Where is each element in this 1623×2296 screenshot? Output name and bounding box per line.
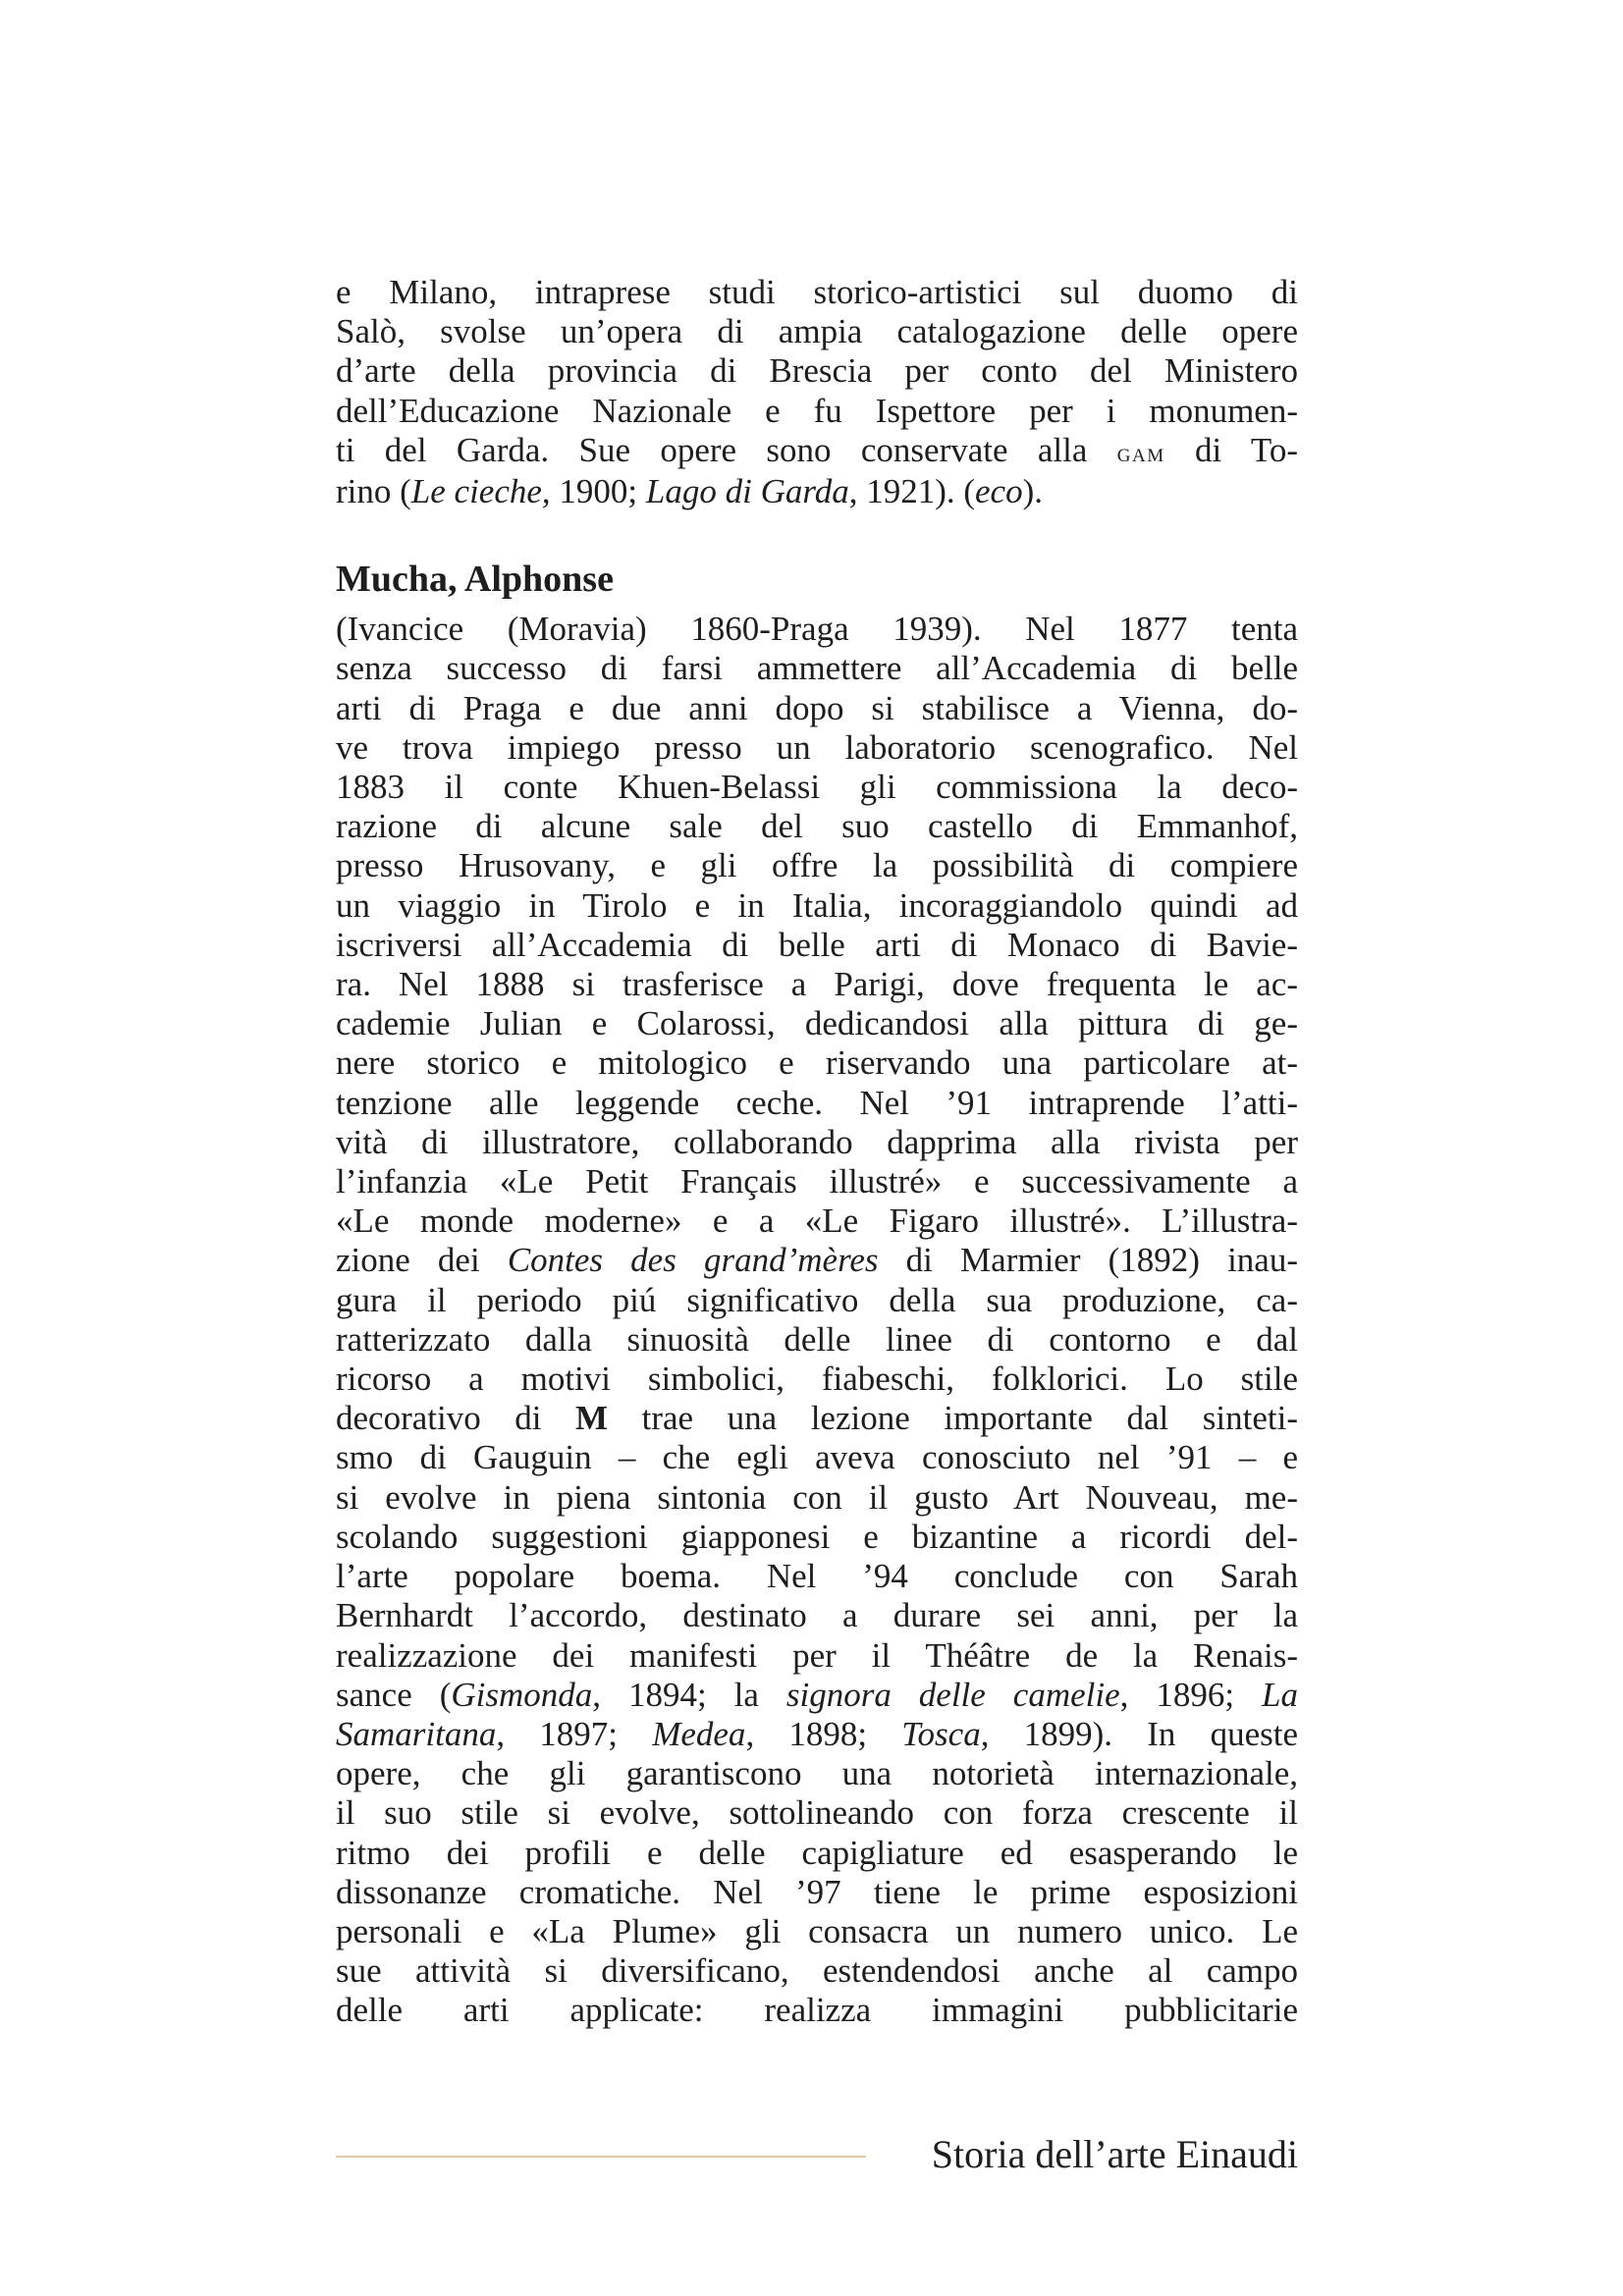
artwork-title: Medea bbox=[652, 1714, 746, 1753]
artwork-title: Gismonda bbox=[451, 1675, 593, 1714]
text-line bbox=[336, 431, 1298, 472]
text-line bbox=[336, 472, 1298, 511]
text-line: 1883 il conte Khuen-Belassi gli commissiona la deco- bbox=[336, 768, 1298, 807]
text-run: , 1896; bbox=[1119, 1675, 1263, 1714]
text-run: , 1898; bbox=[745, 1714, 902, 1753]
text-line: dissonanze cromatiche. Nel ’97 tiene le prime esposizioni bbox=[336, 1872, 1298, 1911]
text-line: scolando suggestioni giapponesi e bizantine a ricordi del- bbox=[336, 1517, 1298, 1556]
text-run: rino ( bbox=[336, 472, 411, 511]
text-line bbox=[336, 1715, 1298, 1754]
museum-abbreviation: gam bbox=[1116, 437, 1165, 467]
text-line: Salò, svolse un’opera di ampia catalogazione delle opere bbox=[336, 312, 1298, 351]
text-run: , 1899). In queste bbox=[980, 1714, 1298, 1753]
text-run: ti del Garda. Sue opere sono conservate alla bbox=[336, 430, 1117, 469]
text-line: ritmo dei profili e delle capigliature ed esasperando le bbox=[336, 1833, 1298, 1872]
text-run: , 1900; bbox=[541, 472, 646, 511]
text-line: e Milano, intraprese studi storico-artistici sul duomo di bbox=[336, 273, 1298, 311]
book-title: Contes des grand’mères bbox=[507, 1241, 879, 1280]
text-run: di Marmier (1892) inau- bbox=[878, 1241, 1298, 1280]
artwork-title: Le cieche bbox=[410, 472, 542, 511]
text-run: di To- bbox=[1164, 430, 1298, 469]
artwork-title: Tosca bbox=[901, 1714, 981, 1753]
text-line: Bernhardt l’accordo, destinato a durare sei anni, per la bbox=[336, 1596, 1298, 1635]
author-initials: eco bbox=[975, 472, 1023, 511]
text-line: tenzione alle leggende ceche. Nel ’91 intraprende l’atti- bbox=[336, 1083, 1298, 1122]
text-line: vità di illustratore, collaborando dapprima alla rivista per bbox=[336, 1122, 1298, 1161]
text-line: ve trova impiego presso un laboratorio scenografico. Nel bbox=[336, 727, 1298, 767]
text-line: iscriversi all’Accademia di belle arti di Monaco di Bavie- bbox=[336, 925, 1298, 964]
text-line: l’infanzia «Le Petit Français illustré» e successivamente a bbox=[336, 1162, 1298, 1201]
text-run: , 1894; la bbox=[592, 1675, 786, 1714]
text-run: trae una lezione importante dal sinteti- bbox=[608, 1399, 1298, 1438]
entry-paragraph bbox=[336, 610, 1298, 2030]
artwork-title: La bbox=[1262, 1675, 1298, 1714]
text-line: sue attività si diversificano, estendendosi anche al campo bbox=[336, 1951, 1298, 1991]
text-line: presso Hrusovany, e gli offre la possibilità di compiere bbox=[336, 846, 1298, 885]
text-line: cademie Julian e Colarossi, dedicandosi alla pittura di ge- bbox=[336, 1004, 1298, 1043]
text-line: ratterizzato dalla sinuosità delle linee di contorno e dal bbox=[336, 1319, 1298, 1359]
text-line: «Le monde moderne» e a «Le Figaro illustré». L’illustra- bbox=[336, 1201, 1298, 1241]
text-line: razione di alcune sale del suo castello di Emmanhof, bbox=[336, 807, 1298, 846]
intro-paragraph bbox=[336, 273, 1298, 511]
artwork-title: Samaritana bbox=[336, 1714, 497, 1753]
text-run: zione dei bbox=[336, 1241, 508, 1280]
text-line: arti di Praga e due anni dopo si stabilisce a Vienna, do- bbox=[336, 688, 1298, 727]
text-line: realizzazione dei manifesti per il Théâtre de la Renais- bbox=[336, 1635, 1298, 1675]
text-run: sance ( bbox=[336, 1675, 452, 1714]
page-body bbox=[336, 273, 1298, 2031]
text-run: ). bbox=[1022, 472, 1043, 511]
text-line: il suo stile si evolve, sottolineando con forza crescente il bbox=[336, 1793, 1298, 1833]
text-line: smo di Gauguin – che egli aveva conosciuto nel ’91 – e bbox=[336, 1438, 1298, 1477]
text-line bbox=[336, 1241, 1298, 1280]
text-line bbox=[336, 1399, 1298, 1438]
text-line: un viaggio in Tirolo e in Italia, incoraggiandolo quindi ad bbox=[336, 885, 1298, 925]
footer-publisher: Storia dell’arte Einaudi bbox=[931, 2132, 1298, 2176]
artwork-title: Lago di Garda bbox=[645, 472, 849, 511]
text-line: si evolve in piena sintonia con il gusto Art Nouveau, me- bbox=[336, 1477, 1298, 1517]
text-run: , 1897; bbox=[496, 1714, 653, 1753]
artwork-title: signora delle camelie bbox=[785, 1675, 1120, 1714]
footer-rule bbox=[336, 2156, 866, 2158]
text-line: l’arte popolare boema. Nel ’94 conclude con Sarah bbox=[336, 1557, 1298, 1596]
entry-abbreviation: M bbox=[575, 1399, 609, 1438]
text-line: gura il periodo piú significativo della sua produzione, ca- bbox=[336, 1280, 1298, 1319]
text-run: , 1921). ( bbox=[848, 472, 976, 511]
text-line: senza successo di farsi ammettere all’Accademia di belle bbox=[336, 649, 1298, 688]
text-line: personali e «La Plume» gli consacra un numero unico. Le bbox=[336, 1911, 1298, 1950]
text-run: decorativo di bbox=[336, 1399, 576, 1438]
text-line: ricorso a motivi simbolici, fiabeschi, folklorici. Lo stile bbox=[336, 1360, 1298, 1399]
text-line: nere storico e mitologico e riservando una particolare at- bbox=[336, 1043, 1298, 1083]
entry-title: Mucha, Alphonse bbox=[336, 559, 614, 601]
text-line: ra. Nel 1888 si trasferisce a Parigi, dove frequenta le ac- bbox=[336, 965, 1298, 1004]
text-line: opere, che gli garantiscono una notorietà internazionale, bbox=[336, 1754, 1298, 1793]
text-line: (Ivancice (Moravia) 1860-Praga 1939). Nel 1877 tenta bbox=[336, 610, 1298, 649]
text-line bbox=[336, 1676, 1298, 1715]
text-line: dell’Educazione Nazionale e fu Ispettore per i monumen- bbox=[336, 391, 1298, 430]
text-line: delle arti applicate: realizza immagini pubblicitarie bbox=[336, 1991, 1298, 2030]
text-line: d’arte della provincia di Brescia per conto del Ministero bbox=[336, 351, 1298, 391]
